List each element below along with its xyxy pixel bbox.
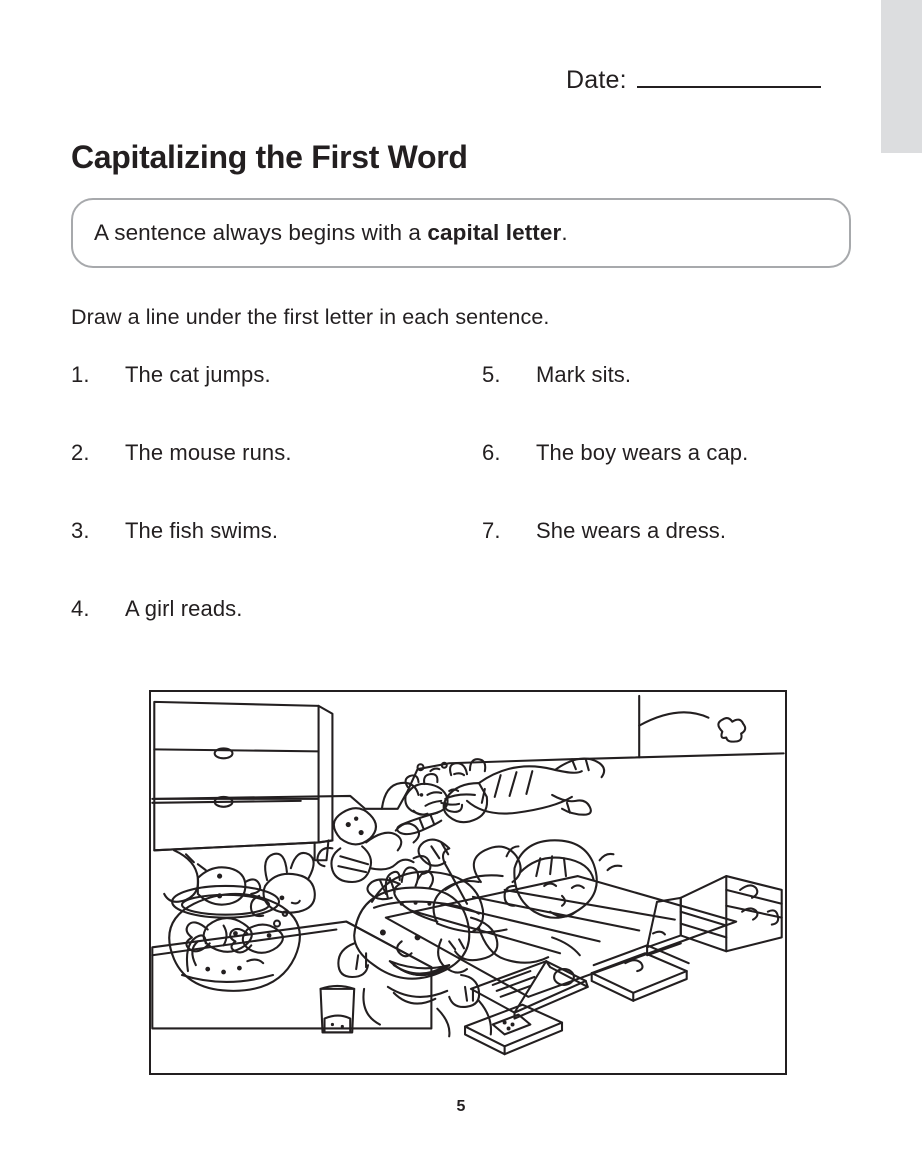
cat-head: [444, 783, 487, 822]
rule-callout-box: [71, 198, 851, 268]
rug-stripe-4: [505, 890, 675, 920]
exercise-item-1[interactable]: [71, 362, 471, 440]
rug-stripe-2: [441, 904, 599, 942]
bedroom-scene-illustration: [151, 692, 785, 1073]
exercise-sentence[interactable]: A girl reads.: [125, 596, 243, 621]
cat: [397, 759, 604, 835]
fish-eye: [267, 933, 272, 938]
exercise-sentence[interactable]: Mark sits.: [536, 362, 632, 387]
girl-eye-left: [544, 883, 556, 885]
date-label: Date:: [566, 66, 627, 94]
exercise-item-3[interactable]: [71, 518, 471, 596]
dresser: [154, 702, 332, 860]
boy-hair-tuft-2: [402, 867, 418, 886]
caterpillar-eye-1: [217, 873, 222, 878]
page-title: Capitalizing the First Word: [71, 139, 468, 176]
boy-shoulder-right: [479, 1001, 491, 1035]
exercise-number: 4.: [71, 596, 90, 621]
boy-hand-left: [338, 943, 368, 977]
bowl-rim-outer: [172, 886, 279, 918]
cat-ear-right: [470, 759, 485, 771]
mouse-feet: [414, 811, 428, 815]
girl-motion-3: [608, 866, 622, 870]
cat-stripe-2: [510, 772, 517, 796]
date-field-row: [566, 68, 821, 93]
cat-whisker-1: [427, 792, 441, 795]
exercise-sentence[interactable]: The mouse runs.: [125, 440, 292, 465]
bunny-mouth: [292, 901, 300, 904]
rule-callout-text: [94, 218, 568, 247]
exercise-number: 6.: [482, 440, 501, 465]
exercise-item-5[interactable]: [482, 362, 882, 440]
page-number: 5: [456, 1098, 466, 1115]
gravel-mound: [247, 960, 263, 964]
boy-shoulder-left: [363, 989, 379, 1025]
bubble-1: [274, 921, 280, 927]
exercise-item-7[interactable]: [482, 518, 882, 596]
jar-contents: [325, 1016, 351, 1033]
fish-food-jar: [321, 986, 355, 1033]
mouse-ear-right: [424, 774, 437, 784]
exercise-number: 2.: [71, 440, 90, 465]
exercise-number: 5.: [482, 362, 501, 387]
exercise-item-4[interactable]: [71, 596, 471, 674]
illustration-frame: [149, 690, 787, 1075]
exercise-column-left: [71, 362, 471, 674]
cat-stripe-1: [495, 775, 501, 797]
girl-eye-right: [572, 885, 584, 887]
exercise-number: 7.: [482, 518, 501, 543]
boy-eye-left: [380, 930, 386, 936]
boy-eye-right: [415, 934, 421, 940]
boy-shirt-fold: [437, 1009, 449, 1037]
cat-tail: [556, 759, 604, 778]
rule-text-before: A sentence always begins with a: [94, 220, 428, 246]
cat-whisker-2: [425, 801, 441, 806]
exercise-sentence[interactable]: The fish swims.: [125, 518, 279, 543]
fish-fin: [224, 926, 227, 946]
exercise-item-2[interactable]: [71, 440, 471, 518]
cat-stripe-3: [526, 771, 532, 794]
stack-cover-mark: [625, 960, 642, 971]
bowl-water-base: [182, 975, 273, 982]
exercise-number: 3.: [71, 518, 90, 543]
exercise-item-6[interactable]: [482, 440, 882, 518]
clown-arm-right: [366, 833, 401, 851]
rule-text-bold: capital letter: [427, 220, 562, 246]
exercise-number: 1.: [71, 362, 90, 387]
fish-eye: [233, 931, 238, 936]
directions-text: Draw a line under the first letter in each sentence.: [71, 305, 550, 329]
open-book: [471, 961, 588, 1018]
rule-text-after: .: [561, 220, 568, 246]
rug-stripe-3: [473, 897, 639, 931]
date-write-in-line[interactable]: [637, 86, 821, 88]
page-edge-tab: [881, 0, 922, 153]
motion-dot-a: [418, 764, 424, 770]
puff-cloud: [718, 718, 745, 742]
girl-motion-2: [600, 854, 614, 860]
motion-arc: [639, 712, 708, 725]
clown-arm-left: [317, 848, 332, 866]
motion-mark-a: [430, 769, 439, 772]
motion-mark-b: [454, 773, 464, 775]
exercise-sentence[interactable]: The cat jumps.: [125, 362, 271, 387]
exercise-sentence[interactable]: She wears a dress.: [536, 518, 727, 543]
book-stack-right: [592, 945, 689, 1000]
motion-puff: [639, 712, 745, 741]
baseboard-left: [152, 801, 300, 803]
exercise-column-right: [482, 362, 882, 596]
girl-ear: [505, 886, 515, 906]
boy: [338, 867, 497, 1036]
mouse-eye: [420, 793, 424, 797]
bubble-2: [283, 911, 287, 915]
exercise-sentence[interactable]: The boy wears a cap.: [536, 440, 749, 465]
